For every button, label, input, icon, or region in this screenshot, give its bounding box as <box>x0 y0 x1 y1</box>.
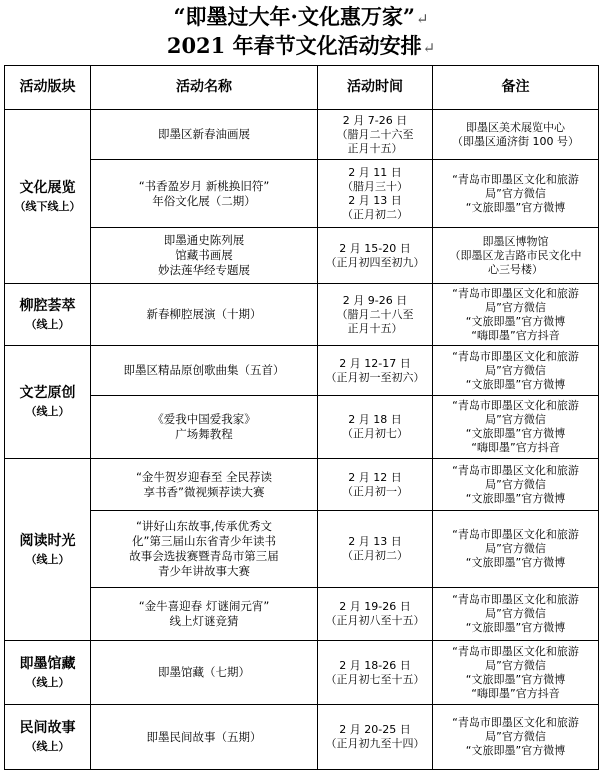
activity-name-cell <box>91 396 318 459</box>
activity-name-cell <box>91 511 318 588</box>
header-activity-time: 活动时间 <box>318 66 433 110</box>
remarks-cell <box>433 511 599 588</box>
time-line: （正月初七至十五） <box>325 672 425 686</box>
activity-name-cell <box>91 228 318 284</box>
activity-time-cell <box>318 641 433 705</box>
note-line: 即墨区美术展览中心 <box>466 120 565 134</box>
schedule-table <box>4 65 599 770</box>
activity-name-line: 线上灯谜竞猜 <box>169 614 239 628</box>
note-line: “文旅即墨”官方微博 <box>465 314 566 328</box>
section-cell-museum <box>5 641 91 705</box>
note-line: “青岛市即墨区文化和旅游 <box>452 172 579 186</box>
note-line: “文旅即墨”官方微博 <box>465 491 566 505</box>
activity-time-cell <box>318 705 433 770</box>
activity-name-line: 青少年讲故事大赛 <box>158 564 250 578</box>
activity-name-line: “讲好山东故事,传承优秀文 <box>135 519 273 533</box>
activity-name-line: 故事会选拔赛暨青岛市第三届 <box>129 549 279 563</box>
time-line: 2 月 20-25 日 <box>339 723 411 736</box>
note-line: “青岛市即墨区文化和旅游 <box>452 644 579 658</box>
table-row <box>5 160 599 228</box>
section-name: 民间故事 <box>19 720 76 736</box>
remarks-cell <box>433 346 599 396</box>
note-line: 局”官方微信 <box>485 607 546 620</box>
activity-name-line: 即墨区精品原创歌曲集（五首） <box>123 363 285 377</box>
time-line: （正月初一至初六） <box>325 370 425 384</box>
time-line: 2 月 12 日 <box>348 470 402 484</box>
section-cell-reading <box>5 459 91 641</box>
activity-name-line: “书香盈岁月 新桃换旧符” <box>138 178 270 193</box>
note-line: “青岛市即墨区文化和旅游 <box>452 716 579 729</box>
activity-name-cell <box>91 588 318 641</box>
activity-name-cell <box>91 110 318 160</box>
table-row <box>5 396 599 459</box>
note-line: 局”官方微信 <box>485 186 546 200</box>
note-line: “文旅即墨”官方微博 <box>465 621 566 634</box>
activity-name-line: “金牛喜迎春 灯谜闹元宵” <box>138 599 270 613</box>
time-line: （正月初八至十五） <box>325 614 425 627</box>
activity-name-line: 即墨民间故事（五期） <box>146 729 262 744</box>
remarks-cell <box>433 110 599 160</box>
time-line: （正月初七） <box>342 427 408 440</box>
note-line: “文旅即墨”官方微博 <box>465 377 566 391</box>
title-line2-text: 2021 年春节文化活动安排 <box>166 33 422 58</box>
note-line: “青岛市即墨区文化和旅游 <box>452 286 579 300</box>
section-subtitle: （线上） <box>25 740 70 753</box>
activity-time-cell <box>318 511 433 588</box>
note-line: 局”官方微信 <box>485 542 546 555</box>
activity-name-cell <box>91 459 318 511</box>
activity-time-cell <box>318 396 433 459</box>
section-subtitle: （线下线上） <box>14 199 81 213</box>
time-line: 2 月 19-26 日 <box>339 600 411 613</box>
section-name: 柳腔荟萃 <box>19 297 76 314</box>
note-line: （即墨区龙吉路市民文化中 <box>449 248 582 262</box>
note-line: 局”官方微信 <box>485 413 546 426</box>
section-name: 文艺原创 <box>19 385 76 401</box>
note-line: 即墨区博物馆 <box>482 234 549 248</box>
section-subtitle: （线上） <box>25 552 70 566</box>
table-row <box>5 284 599 346</box>
remarks-cell <box>433 459 599 511</box>
note-line: “嗨即墨”官方抖音 <box>471 686 560 700</box>
note-line: “文旅即墨”官方微博 <box>465 556 566 569</box>
table-row <box>5 705 599 770</box>
remarks-cell <box>433 588 599 641</box>
table-row <box>5 588 599 641</box>
time-line: 2 月 12-17 日 <box>339 356 411 370</box>
section-name: 阅读时光 <box>19 532 76 549</box>
time-line: （正月初九至十四） <box>325 737 425 750</box>
table-row <box>5 346 599 396</box>
note-line: “文旅即墨”官方微博 <box>465 744 566 757</box>
remarks-cell <box>433 396 599 459</box>
activity-time-cell <box>318 110 433 160</box>
activity-name-cell <box>91 284 318 346</box>
table-row <box>5 228 599 284</box>
table-row <box>5 511 599 588</box>
table-row <box>5 641 599 705</box>
note-line: “青岛市即墨区文化和旅游 <box>452 528 579 541</box>
activity-name-cell <box>91 705 318 770</box>
time-line: （腊月三十） <box>342 179 408 193</box>
time-line: 正月十五） <box>347 141 403 155</box>
time-line: 2 月 15-20 日 <box>339 241 411 255</box>
table-row <box>5 459 599 511</box>
time-line: （腊月二十八至 <box>336 307 414 321</box>
section-name: 文化展览 <box>19 179 76 196</box>
activity-name-cell <box>91 641 318 705</box>
activity-name-line: 化”第三届山东省青少年读书 <box>132 534 276 548</box>
activity-name-cell <box>91 346 318 396</box>
note-line: “青岛市即墨区文化和旅游 <box>452 593 579 606</box>
note-line: 局”官方微信 <box>485 730 546 743</box>
remarks-cell <box>433 284 599 346</box>
time-line: 2 月 13 日 <box>348 193 402 207</box>
section-subtitle: （线上） <box>25 675 70 689</box>
header-activity-name: 活动名称 <box>91 66 318 110</box>
time-line: （正月初二） <box>342 207 408 221</box>
activity-name-line: 即墨区新春油画展 <box>158 127 250 141</box>
section-subtitle: （线上） <box>25 405 70 418</box>
activity-name-line: 《爱我中国爱我家》 <box>152 412 256 426</box>
note-line: 局”官方微信 <box>485 300 546 314</box>
activity-name-line: 馆藏书画展 <box>175 248 233 262</box>
activity-name-line: 广场舞教程 <box>175 427 233 441</box>
note-line: “青岛市即墨区文化和旅游 <box>452 349 579 363</box>
activity-time-cell <box>318 228 433 284</box>
table-row <box>5 110 599 160</box>
time-line: （正月初四至初九） <box>325 255 425 269</box>
activity-name-line: 即墨通史陈列展 <box>163 233 245 247</box>
note-line: （即墨区通济街 100 号） <box>452 134 579 148</box>
document-title-line1 <box>0 4 602 32</box>
section-cell-folk <box>5 705 91 770</box>
activity-name-cell <box>91 160 318 228</box>
activity-name-line: “金牛贺岁迎春至 全民荐读 <box>135 469 273 484</box>
remarks-cell <box>433 641 599 705</box>
activity-name-line: 享书香”微视频荐读大赛 <box>143 484 265 499</box>
activity-name-line: 即墨馆藏（七期） <box>158 665 250 679</box>
time-line: （正月初一） <box>342 484 408 498</box>
paragraph-mark-icon: ↵ <box>422 39 436 57</box>
title-line1-text: “即墨过大年·文化惠万家” <box>173 4 415 29</box>
header-remarks: 备注 <box>433 66 599 110</box>
time-line: （腊月二十六至 <box>336 127 414 141</box>
time-line: （正月初二） <box>342 549 408 562</box>
section-cell-art <box>5 346 91 459</box>
remarks-cell <box>433 160 599 228</box>
note-line: 心三号楼） <box>488 262 543 276</box>
paragraph-mark-icon: ↵ <box>415 10 429 28</box>
time-line: 2 月 13 日 <box>348 535 402 548</box>
time-line: 2 月 9-26 日 <box>342 293 408 307</box>
section-cell-opera <box>5 284 91 346</box>
activity-time-cell <box>318 346 433 396</box>
note-line: “文旅即墨”官方微博 <box>465 200 566 214</box>
time-line: 2 月 11 日 <box>348 165 402 179</box>
activity-time-cell <box>318 588 433 641</box>
activity-name-line: 新春柳腔展演（十期） <box>146 307 262 321</box>
document-title-line2 <box>0 33 602 61</box>
section-name: 即墨馆藏 <box>19 655 76 672</box>
activity-name-line: 妙法莲华经专题展 <box>158 263 250 277</box>
note-line: “青岛市即墨区文化和旅游 <box>452 463 579 477</box>
remarks-cell <box>433 705 599 770</box>
note-line: 局”官方微信 <box>485 363 546 377</box>
section-subtitle: （线上） <box>25 317 70 331</box>
activity-time-cell <box>318 160 433 228</box>
note-line: “嗨即墨”官方抖音 <box>471 441 560 454</box>
note-line: “嗨即墨”官方抖音 <box>471 328 560 342</box>
section-cell-culture <box>5 110 91 284</box>
time-line: 2 月 7-26 日 <box>342 113 408 127</box>
header-section: 活动版块 <box>5 66 91 110</box>
activity-name-line: 年俗文化展（二期） <box>152 193 256 208</box>
note-line: 局”官方微信 <box>485 477 546 491</box>
note-line: “青岛市即墨区文化和旅游 <box>452 399 579 412</box>
time-line: 2 月 18-26 日 <box>339 658 411 672</box>
note-line: 局”官方微信 <box>485 658 546 672</box>
time-line: 正月十五） <box>347 321 403 335</box>
note-line: “文旅即墨”官方微博 <box>465 672 566 686</box>
remarks-cell <box>433 228 599 284</box>
table-header-row <box>5 66 599 110</box>
note-line: “文旅即墨”官方微博 <box>465 427 566 440</box>
activity-time-cell <box>318 284 433 346</box>
time-line: 2 月 18 日 <box>348 413 402 426</box>
activity-time-cell <box>318 459 433 511</box>
